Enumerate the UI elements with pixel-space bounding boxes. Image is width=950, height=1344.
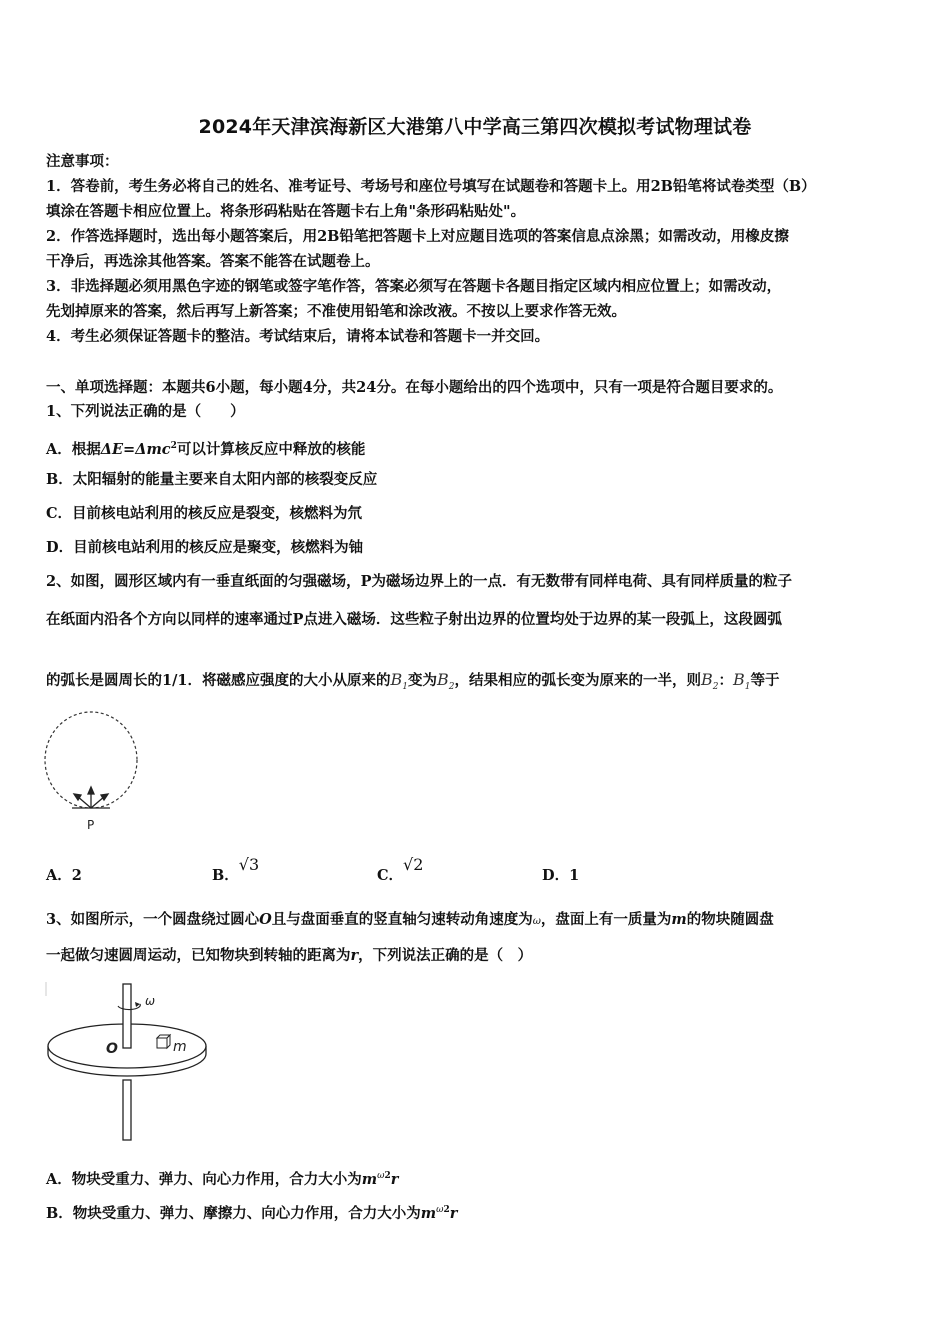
- q2-line-2: 在纸面内沿各个方向以同样的速率通过P点进入磁场．这些粒子射出边界的位置均处于边界的某一段弧上，这段圆弧: [46, 611, 782, 628]
- notice-line-5: 3．非选择题必须用黑色字迹的钢笔或签字笔作答，答案必须写在答题卡各题目指定区域内相应位置上；如需改动，: [46, 278, 782, 295]
- q2-line-3-b: 变为: [407, 672, 437, 689]
- block-icon: [157, 1035, 170, 1048]
- q2-line-1: 2、如图，圆形区域内有一垂直纸面的匀强磁场，P为磁场边界上的一点．有无数带有同样电荷、具有同样质量的粒子: [46, 573, 792, 590]
- q3-line-1: 3、如图所示，一个圆盘绕过圆心O且与盘面垂直的竖直轴匀速转动角速度为ω，盘面上有一质量为m的物块随圆盘: [46, 911, 774, 928]
- notice-line-7: 4．考生必须保证答题卡的整洁。考试结束后，请将本试卷和答题卡一并交回。: [46, 328, 550, 345]
- q2-option-b: B．√3: [212, 855, 260, 884]
- fig-m-label: m: [173, 1039, 187, 1055]
- q1-formula-sup: 2: [170, 441, 177, 451]
- page-title: 2024年天津滨海新区大港第八中学高三第四次模拟考试物理试卷: [198, 116, 752, 138]
- point-p-label: P: [87, 818, 95, 832]
- fig-o-label: O: [106, 1041, 118, 1057]
- q3-center-o: O: [259, 911, 272, 928]
- q3-mass-m: m: [671, 911, 687, 928]
- notice-line-2: 填涂在答题卡相应位置上。将条形码粘贴在答题卡右上角"条形码粘贴处"。: [46, 203, 526, 220]
- q2-option-d: D．1: [542, 867, 580, 884]
- notice-line-6: 先划掉原来的答案，然后再写上新答案；不准使用铅笔和涂改液。不按以上要求作答无效。: [46, 303, 626, 320]
- q1-option-b: B．太阳辐射的能量主要来自太阳内部的核裂变反应: [46, 471, 378, 488]
- axis-lower: [123, 1080, 131, 1140]
- notice-heading: 注意事项：: [46, 153, 119, 170]
- q2-b2: $B_2$: [436, 670, 455, 693]
- notice-line-4: 干净后，再选涂其他答案。答案不能答在试题卷上。: [46, 253, 380, 270]
- q2-option-c: C．√2: [377, 855, 424, 884]
- q2-b1-ratio: $B_1$: [732, 670, 751, 693]
- q2-option-c-value: √2: [403, 855, 424, 874]
- q2-line-3-e: 等于: [750, 672, 780, 689]
- q2-b2-ratio: $B_2$: [700, 670, 719, 693]
- q1-option-a-prefix: A．根据: [46, 440, 101, 458]
- q1-stem: 1、下列说法正确的是（ ）: [46, 403, 245, 420]
- q1-option-c: C．目前核电站利用的核反应是裂变，核燃料为氘: [46, 505, 363, 522]
- q2-line-3: [46, 670, 916, 697]
- q2-line-3-d: ：: [718, 672, 733, 689]
- q1-option-a: [46, 436, 916, 460]
- q2-option-a: A．2: [46, 867, 82, 884]
- q3-option-a: A．物块受重力、弹力、向心力作用，合力大小为$m^{\omega 2}r$: [46, 1170, 399, 1188]
- q3-line-2: 一起做匀速圆周运动，已知物块到转轴的距离为r，下列说法正确的是（ ）: [46, 947, 533, 964]
- q2-figure: [40, 708, 150, 838]
- q1-option-d: D．目前核电站利用的核反应是聚变，核燃料为铀: [46, 539, 364, 556]
- q3-figure: [40, 978, 220, 1146]
- section-heading: 一、单项选择题：本题共6小题，每小题4分，共24分。在每小题给出的四个选项中，只有一项是符合题目要求的。: [46, 379, 783, 396]
- q1-option-a-text: 可以计算核反应中释放的核能: [176, 440, 366, 458]
- notice-line-3: 2．作答选择题时，选出每小题答案后，用2B铅笔把答题卡上对应题目选项的答案信息点涂黑；如需改动，用橡皮擦: [46, 228, 789, 245]
- axis-upper: [123, 984, 131, 1048]
- notice-line-1: 1．答卷前，考生务必将自己的姓名、准考证号、考场号和座位号填写在试题卷和答题卡上。用2B铅笔将试卷类型（B）: [46, 178, 816, 195]
- q2-b1: $B_1$: [390, 670, 408, 693]
- q2-line-3-c: ，结果相应的弧长变为原来的一半，则: [454, 672, 701, 689]
- q3-radius-r: r: [350, 947, 359, 964]
- velocity-arrows-icon: [72, 787, 110, 808]
- q3-omega: ω: [532, 916, 541, 927]
- q1-formula: ΔE=Δmc: [100, 440, 171, 458]
- q3-option-b: B．物块受重力、弹力、摩擦力、向心力作用，合力大小为$m^{\omega 2}r$: [46, 1204, 458, 1222]
- fig-omega-label: ω: [145, 994, 156, 1008]
- q2-line-3-a: 的弧长是圆周长的1/1．将磁感应强度的大小从原来的: [46, 672, 391, 689]
- q2-option-b-value: √3: [238, 855, 260, 874]
